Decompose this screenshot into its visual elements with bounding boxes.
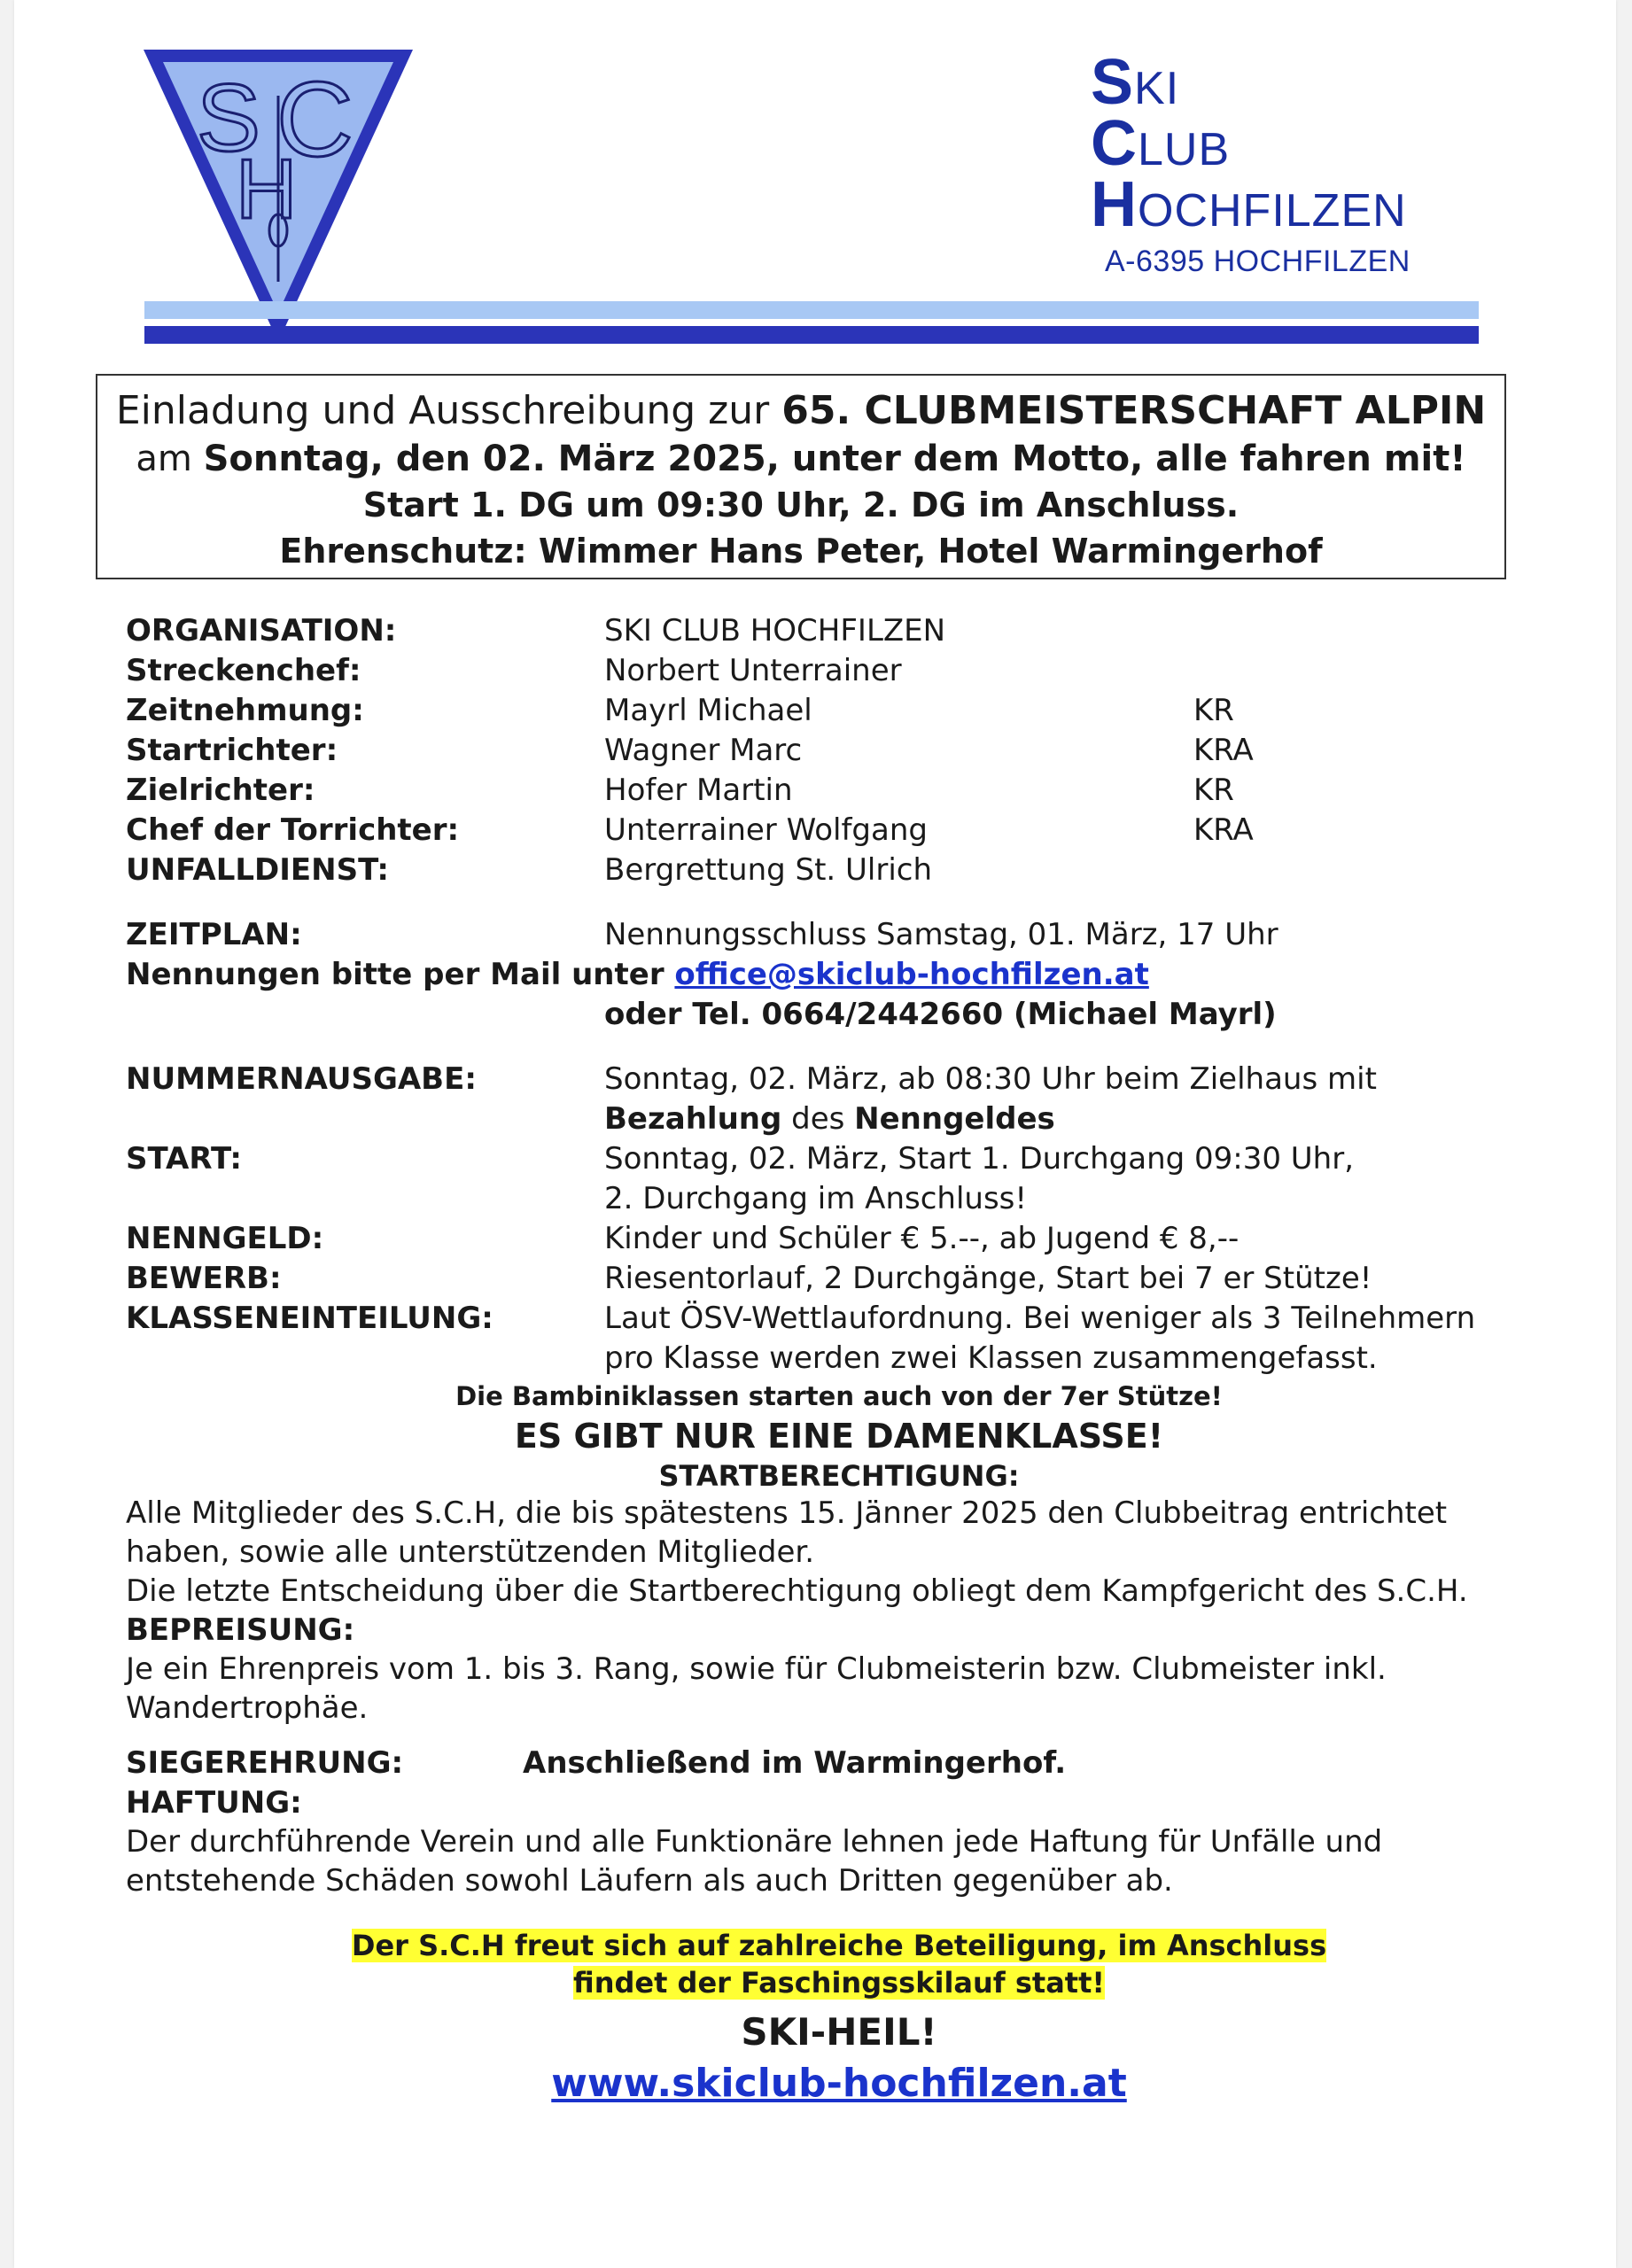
- svg-text:C: C: [276, 60, 354, 179]
- ski-heil: SKI-HEIL!: [741, 2010, 937, 2054]
- startberechtigung-text-1: Alle Mitglieder des S.C.H, die bis spätestens 15. Jänner 2025 den Clubbeitrag entrichtet: [126, 1495, 1448, 1531]
- club-line-hochfilzen: HOCHFILZEN: [1091, 169, 1407, 240]
- damen-note: ES GIBT NUR EINE DAMENKLASSE!: [514, 1417, 1164, 1456]
- tel-row: oder Tel. 0664/2442660 (Michael Mayrl): [604, 997, 1277, 1032]
- svg-text:S: S: [197, 64, 261, 171]
- startberechtigung-text-2: haben, sowie alle unterstützenden Mitglieder.: [126, 1534, 815, 1570]
- org-row: Streckenchef: Norbert Unterrainer: [126, 653, 902, 688]
- org-row: Startrichter: Wagner Marc KRA: [126, 733, 1254, 768]
- bepreisung-text-1: Je ein Ehrenpreis vom 1. bis 3. Rang, sowie für Clubmeisterin bzw. Clubmeister inkl.: [126, 1651, 1387, 1687]
- haftung-text-1: Der durchführende Verein und alle Funktionäre lehnen jede Haftung für Unfälle und: [126, 1824, 1383, 1860]
- club-address: A-6395 HOCHFILZEN: [1105, 245, 1411, 278]
- bambini-note: Die Bambiniklassen starten auch von der 7er Stütze!: [455, 1381, 1223, 1411]
- siegerehrung-row: SIEGEREHRUNG: Anschließend im Warmingerhof.: [126, 1745, 1067, 1781]
- nummernausgabe-row: NUMMERNAUSGABE: Sonntag, 02. März, ab 08:30 Uhr beim Zielhaus mit: [126, 1061, 1377, 1097]
- flyer-page: [14, 0, 1616, 2268]
- invitation-start: Start 1. DG um 09:30 Uhr, 2. DG im Anschluss.: [362, 485, 1240, 524]
- details-section: [126, 611, 1543, 2109]
- highlight-line-2: findet der Faschingsskilauf statt!: [573, 1966, 1105, 2000]
- closing-note: [126, 1927, 1552, 1964]
- start-row-2: 2. Durchgang im Anschluss!: [604, 1181, 1027, 1216]
- nummernausgabe-row-2: Bezahlung des Nenngeldes: [604, 1101, 1055, 1137]
- svg-text:H: H: [236, 142, 298, 237]
- club-line-ski: SKI: [1091, 47, 1180, 118]
- startberechtigung-title: STARTBERECHTIGUNG:: [658, 1459, 1020, 1493]
- klassen-row: KLASSENEINTEILUNG: Laut ÖSV-Wettlaufordnung. Bei weniger als 3 Teilnehmern: [126, 1301, 1476, 1336]
- header-band-dark: [144, 326, 1479, 344]
- invitation-date: am Sonntag, den 02. März 2025, unter dem Motto, alle fahren mit!: [136, 439, 1466, 479]
- invitation-patron: Ehrenschutz: Wimmer Hans Peter, Hotel Warmingerhof: [279, 532, 1323, 571]
- closing-note-2: [126, 1964, 1552, 2001]
- club-name-block: [1091, 47, 1411, 279]
- invitation-box: [96, 374, 1506, 579]
- bepreisung-title: BEPREISUNG:: [126, 1612, 355, 1648]
- highlight-line-1: Der S.C.H freut sich auf zahlreiche Beteiligung, im Anschluss: [351, 1929, 1327, 1962]
- bewerb-row: BEWERB: Riesentorlauf, 2 Durchgänge, Start bei 7 er Stütze!: [126, 1261, 1372, 1296]
- header-band-light: [144, 301, 1479, 319]
- email-link[interactable]: office@skiclub-hochfilzen.at: [674, 957, 1149, 992]
- haftung-title: HAFTUNG:: [126, 1785, 302, 1821]
- org-row: Chef der Torrichter: Unterrainer Wolfgang KRA: [126, 812, 1254, 848]
- website-wrap: [126, 2058, 1552, 2109]
- start-row: START: Sonntag, 02. März, Start 1. Durchgang 09:30 Uhr,: [126, 1141, 1355, 1177]
- invitation-title: Einladung und Ausschreibung zur 65. CLUBMEISTERSCHAFT ALPIN: [115, 388, 1487, 433]
- org-row: UNFALLDIENST: Bergrettung St. Ulrich: [126, 852, 933, 888]
- website-link[interactable]: www.skiclub-hochfilzen.at: [551, 2061, 1127, 2106]
- club-line-club: CLUB: [1091, 108, 1231, 179]
- haftung-text-2: entstehende Schäden sowohl Läufern als auch Dritten gegenüber ab.: [126, 1863, 1173, 1899]
- zeitplan-row: ZEITPLAN: Nennungsschluss Samstag, 01. März, 17 Uhr: [126, 917, 1278, 952]
- mail-row: Nennungen bitte per Mail unter office@skiclub-hochfilzen.at: [126, 957, 1149, 992]
- klassen-row-2: pro Klasse werden zwei Klassen zusammengefasst.: [604, 1340, 1378, 1376]
- nenngeld-row: NENNGELD: Kinder und Schüler € 5.--, ab Jugend € 8,--: [126, 1221, 1240, 1256]
- org-row: Zeitnehmung: Mayrl Michael KR: [126, 693, 1234, 728]
- startberechtigung-text-3: Die letzte Entscheidung über die Startberechtigung obliegt dem Kampfgericht des S.C.H.: [126, 1573, 1468, 1609]
- org-row: ORGANISATION: SKI CLUB HOCHFILZEN: [126, 613, 946, 649]
- bepreisung-text-2: Wandertrophäe.: [126, 1690, 369, 1726]
- org-row: Zielrichter: Hofer Martin KR: [126, 773, 1234, 808]
